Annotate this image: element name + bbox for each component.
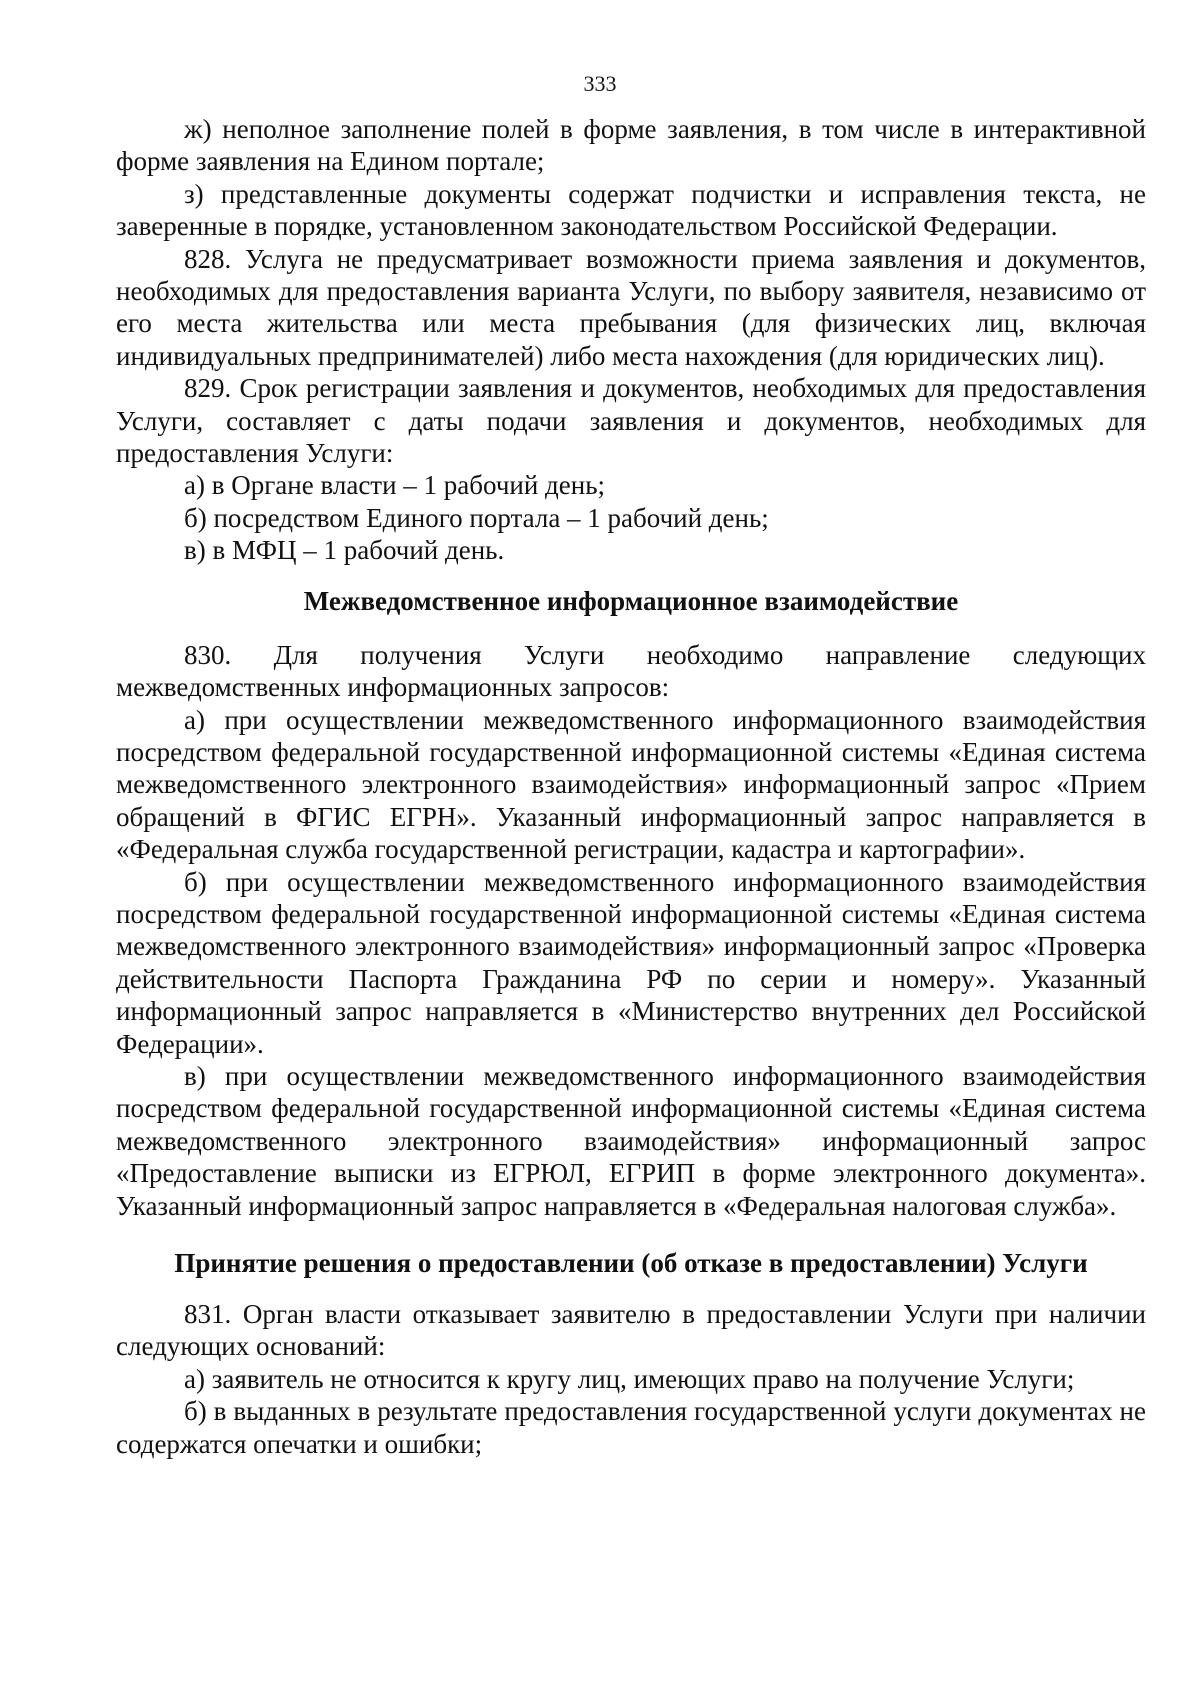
section-heading-interagency: Межведомственное информационное взаимодействие: [303, 585, 959, 616]
list-item-b: б) посредством Единого портала – 1 рабочий день;: [184, 502, 769, 533]
paragraph-zh: ж) неполное заполнение полей в форме заявления, в том числе в интерактивной форме заявления на Едином портале;: [116, 114, 1146, 177]
document-body: [116, 113, 1146, 1460]
list-item-a: а) в Органе власти – 1 рабочий день;: [184, 470, 606, 501]
paragraph-831-b: б) в выданных в результате предоставления государственной услуги документах не содержатся опечатки и ошибки;: [116, 1396, 1146, 1459]
page-number: 333: [583, 71, 617, 96]
list-item-v: в) в МФЦ – 1 рабочий день.: [184, 535, 505, 566]
paragraph-831: 831. Орган власти отказывает заявителю в предоставлении Услуги при наличии следующих оснований:: [116, 1299, 1146, 1362]
paragraph-829: 829. Срок регистрации заявления и документов, необходимых для предоставления Услуги, составляет с даты подачи заявления и документов, необходимых для предоставления Услуги:: [116, 373, 1146, 469]
paragraph-828: 828. Услуга не предусматривает возможности приема заявления и документов, необходимых для предоставления варианта Услуги, по выбору заявителя, независимо от его места жительства или места пребывания (для физических лиц, включая индивидуальных предпринимателей) либо места нахождения (для юридических лиц).: [116, 243, 1146, 371]
section-heading-decision: Принятие решения о предоставлении (об отказе в предоставлении) Услуги: [174, 1248, 1088, 1278]
paragraph-830-b: б) при осуществлении межведомственного информационного взаимодействия посредством федеральной государственной информационной системы «Единая система межведомственного электронного взаимодействия» информационный запрос «Проверка действительности Паспорта Гражданина РФ по серии и номеру». Указанный информационный запрос направляется в «Министерство внутренних дел Российской Федерации».: [116, 866, 1146, 1059]
paragraph-831-a: а) заявитель не относится к кругу лиц, имеющих право на получение Услуги;: [184, 1363, 1075, 1394]
paragraph-830: 830. Для получения Услуги необходимо направление следующих межведомственных информационных запросов:: [116, 639, 1146, 703]
paragraph-830-a: а) при осуществлении межведомственного информационного взаимодействия посредством федеральной государственной информационной системы «Единая система межведомственного электронного взаимодействия» информационный запрос «Прием обращений в ФГИС ЕГРН». Указанный информационный запрос направляется в «Федеральная служба государственной регистрации, кадастра и картографии».: [116, 704, 1146, 865]
paragraph-830-v: в) при осуществлении межведомственного информационного взаимодействия посредством федеральной государственной информационной системы «Единая система межведомственного электронного взаимодействия» информационный запрос «Предоставление выписки из ЕГРЮЛ, ЕГРИП в форме электронного документа». Указанный информационный запрос направляется в «Федеральная налоговая служба».: [116, 1060, 1146, 1221]
paragraph-z: з) представленные документы содержат подчистки и исправления текста, не заверенные в порядке, установленном законодательством Российской Федерации.: [116, 178, 1146, 242]
